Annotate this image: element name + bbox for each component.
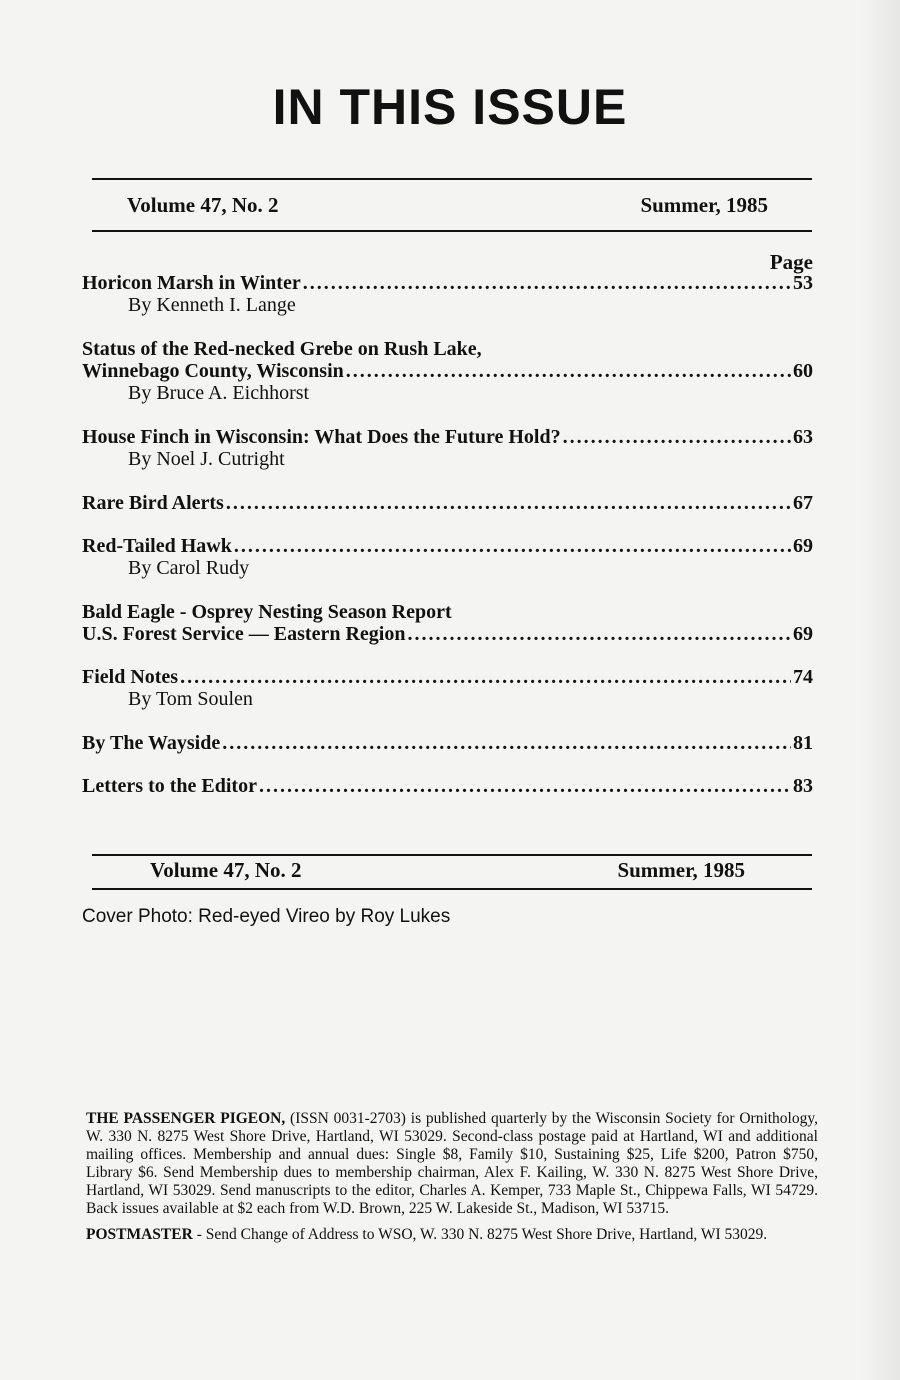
volume-header-bottom xyxy=(150,858,745,883)
toc-title: Rare Bird Alerts xyxy=(82,492,224,514)
toc-entry xyxy=(82,338,813,405)
page-edge-shadow xyxy=(860,0,900,1380)
toc-title: Winnebago County, Wisconsin xyxy=(82,360,344,382)
toc-page-number: 69 xyxy=(793,623,813,645)
toc-page-number: 74 xyxy=(793,666,813,688)
top-rule-upper xyxy=(92,178,812,180)
toc-title-line xyxy=(82,338,813,360)
publication-info xyxy=(86,1110,818,1252)
volume-number: Volume 47, No. 2 xyxy=(127,193,279,217)
toc-entry xyxy=(82,601,813,645)
toc-page-number: 67 xyxy=(793,492,813,514)
top-rule-lower xyxy=(92,230,812,232)
toc-title-line xyxy=(82,426,813,448)
toc-entry xyxy=(82,492,813,514)
dot-leader xyxy=(346,360,791,382)
table-of-contents xyxy=(82,272,813,818)
toc-title-line xyxy=(82,732,813,754)
publication-text: (ISSN 0031-2703) is published quarterly by the Wisconsin Society for Ornithology, W. 330 N. 8275 West Shore Drive, Hartland, WI 53029. Second-class postage paid at Hartland, WI and additional mailing offices. Membership and annual dues: Single $8, Family $10, Sustaining $25, Life $200, Patron $750, Library $6. Send Membership dues to membership chairman, Alex F. Kailing, W. 330 N. 8275 West Shore Drive, Hartland, WI 53029. Send manuscripts to the editor, Charles A. Kemper, 733 Maple St., Chippewa Falls, WI 54729. Back issues available at $2 each from W.D. Brown, 225 W. Lakeside St., Madison, WI 53715. xyxy=(86,1110,818,1217)
dot-leader xyxy=(180,666,791,688)
toc-author: By Bruce A. Eichhorst xyxy=(128,382,310,404)
publication-statement xyxy=(86,1110,818,1218)
issue-season: Summer, 1985 xyxy=(617,858,745,882)
postmaster-label: POSTMASTER xyxy=(86,1226,193,1243)
toc-title: Horicon Marsh in Winter xyxy=(82,272,301,294)
toc-title: By The Wayside xyxy=(82,732,221,754)
issue-season: Summer, 1985 xyxy=(640,193,768,217)
toc-title-line xyxy=(82,775,813,797)
toc-title: Status of the Red-necked Grebe on Rush Lake, xyxy=(82,338,482,360)
toc-entry xyxy=(82,775,813,797)
toc-title: House Finch in Wisconsin: What Does the Future Hold? xyxy=(82,426,561,448)
publication-name: THE PASSENGER PIGEON, xyxy=(86,1110,286,1127)
toc-title: Letters to the Editor xyxy=(82,775,257,797)
toc-entry xyxy=(82,272,813,317)
toc-page-number: 81 xyxy=(793,732,813,754)
toc-title: Red-Tailed Hawk xyxy=(82,535,232,557)
toc-author: By Tom Soulen xyxy=(128,688,253,710)
dot-leader xyxy=(234,535,791,557)
toc-title-line xyxy=(82,492,813,514)
toc-page-number: 69 xyxy=(793,535,813,557)
page-column-label: Page xyxy=(769,250,813,274)
toc-page-number: 83 xyxy=(793,775,813,797)
toc-page-number: 60 xyxy=(793,360,813,382)
toc-title: Bald Eagle - Osprey Nesting Season Report xyxy=(82,601,452,623)
toc-title-line xyxy=(82,623,813,645)
dot-leader xyxy=(222,732,791,754)
toc-title: Field Notes xyxy=(82,666,179,688)
toc-entry xyxy=(82,666,813,711)
page-title: IN THIS ISSUE xyxy=(272,79,628,135)
toc-author: By Noel J. Cutright xyxy=(128,448,285,470)
toc-page-number: 63 xyxy=(793,426,813,448)
toc-title-line xyxy=(82,360,813,382)
bottom-rule-upper xyxy=(92,854,812,856)
dot-leader xyxy=(226,492,791,514)
bottom-rule-lower xyxy=(92,888,812,890)
dot-leader xyxy=(303,272,791,294)
volume-number: Volume 47, No. 2 xyxy=(150,858,302,882)
postmaster-notice xyxy=(86,1226,818,1244)
toc-entry xyxy=(82,426,813,471)
toc-author: By Kenneth I. Lange xyxy=(128,294,296,316)
cover-photo-credit: Cover Photo: Red-eyed Vireo by Roy Lukes xyxy=(82,906,451,927)
toc-entry xyxy=(82,535,813,580)
postmaster-text: - Send Change of Address to WSO, W. 330 N. 8275 West Shore Drive, Hartland, WI 53029. xyxy=(192,1226,768,1243)
toc-author: By Carol Rudy xyxy=(128,557,250,579)
toc-title-line xyxy=(82,601,813,623)
dot-leader xyxy=(407,623,791,645)
toc-title-line xyxy=(82,666,813,688)
dot-leader xyxy=(563,426,791,448)
toc-title: U.S. Forest Service — Eastern Region xyxy=(82,623,406,645)
toc-page-number: 53 xyxy=(793,272,813,294)
toc-title-line xyxy=(82,272,813,294)
toc-entry xyxy=(82,732,813,754)
volume-header-top xyxy=(127,193,768,218)
dot-leader xyxy=(259,775,791,797)
toc-title-line xyxy=(82,535,813,557)
